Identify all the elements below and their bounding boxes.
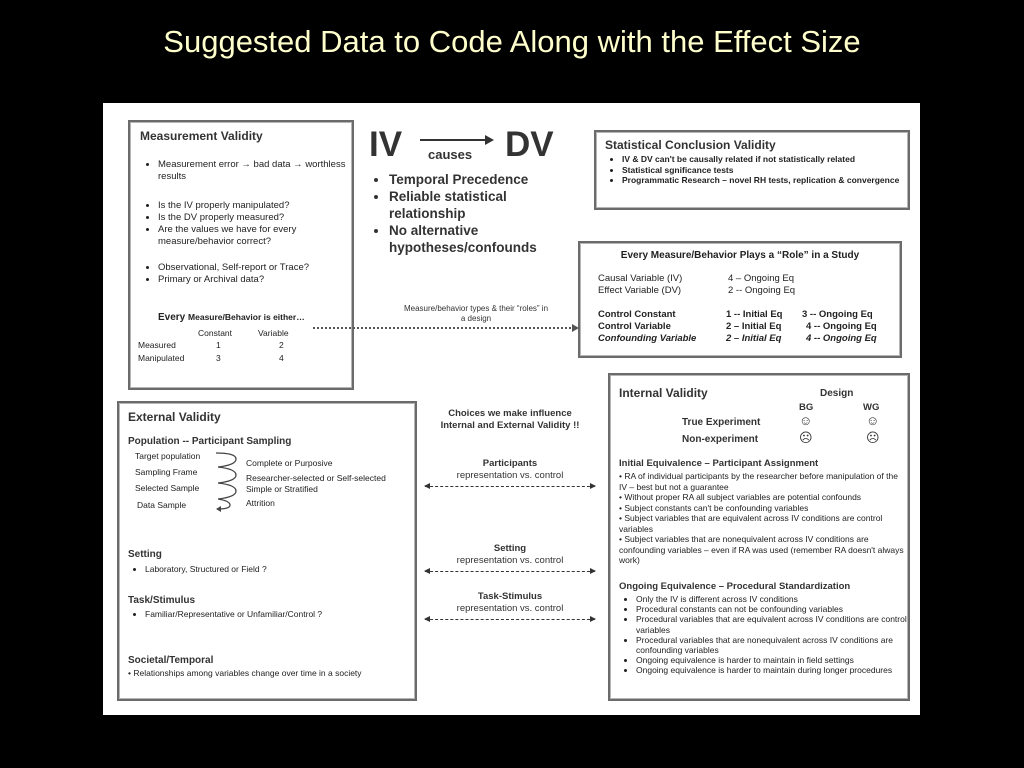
- participants-title: Participants: [482, 458, 538, 469]
- scv-list: [608, 154, 902, 186]
- list-item: • Are the values we have for every measure/behavior correct?: [158, 224, 353, 248]
- iv-label: IV: [369, 125, 403, 164]
- bg-label: BG: [799, 402, 814, 413]
- list-item: • Procedural variables that are nonequivalent across IV conditions are confounding variables: [636, 635, 912, 655]
- confounding-variable-initial: 2 – Initial Eq: [726, 333, 782, 344]
- list-item: • Is the IV properly manipulated?: [158, 200, 353, 212]
- internal-validity-box: [608, 373, 910, 701]
- confounding-variable-label: Confounding Variable: [598, 333, 697, 344]
- list-item: • Temporal Precedence: [389, 171, 579, 188]
- list-item: • Only the IV is different across IV conditions: [636, 594, 912, 604]
- row-measured-constant: 1: [216, 340, 221, 350]
- scv-title: Statistical Conclusion Validity: [605, 138, 776, 152]
- control-variable-initial: 2 – Initial Eq: [726, 321, 782, 332]
- list-item: • Is the DV properly measured?: [158, 212, 353, 224]
- sampling-choice-2: Researcher-selected or Self-selected: [246, 473, 386, 483]
- row-manipulated-label: Manipulated: [138, 353, 185, 363]
- sampling-choice-1: Complete or Purposive: [246, 458, 333, 468]
- societal-title: Societal/Temporal: [128, 655, 214, 666]
- measurement-roles-link: [313, 327, 575, 329]
- control-constant-label: Control Constant: [598, 309, 676, 320]
- control-constant-initial: 1 -- Initial Eq: [726, 309, 783, 320]
- effect-variable-value: 2 -- Ongoing Eq: [728, 285, 796, 296]
- every-measure-heading: [158, 312, 305, 323]
- task-arrow: [425, 619, 595, 620]
- non-experiment-label: Non-experiment: [682, 434, 759, 445]
- participants-arrow: [425, 486, 595, 487]
- sampling-step-2: Sampling Frame: [135, 467, 198, 477]
- roles-box: [578, 241, 902, 358]
- list-item: • Primary or Archival data?: [158, 274, 353, 286]
- smile-icon: ☺: [799, 413, 813, 428]
- sampling-step-1: Target population: [135, 451, 201, 461]
- control-variable-ongoing: 4 -- Ongoing Eq: [806, 321, 877, 332]
- frown-icon: ☹: [866, 430, 880, 445]
- col-variable: Variable: [258, 328, 289, 338]
- task-title: Task/Stimulus: [128, 595, 196, 606]
- row-measured-variable: 2: [279, 340, 284, 350]
- list-item-text: Without proper RA all subject variables are potential confounds: [624, 492, 862, 502]
- task-list: [131, 609, 415, 620]
- sampling-step-3: Selected Sample: [135, 483, 200, 493]
- col-constant: Constant: [198, 328, 233, 338]
- list-item: • Observational, Self-report or Trace?: [158, 262, 353, 274]
- list-item: • Statistical sgnificance tests: [622, 165, 902, 176]
- measurement-validity-title: Measurement Validity: [140, 129, 263, 143]
- list-item: • Subject variables that are nonequivalent across IV conditions are confounding variables – even if RA was used (remember RA doesn't always work): [619, 534, 904, 565]
- setting-conn-title: Setting: [493, 543, 527, 554]
- effect-variable-label: Effect Variable (DV): [598, 285, 682, 296]
- diagram-canvas: [103, 103, 920, 715]
- list-item-text: RA of individual participants by the researcher before manipulation of the IV – best but not a guarantee: [619, 471, 898, 492]
- measurement-list-3: [144, 262, 353, 286]
- causes-arrow-line: [420, 139, 492, 141]
- setting-arrow: [425, 571, 595, 572]
- initial-equivalence-title: Initial Equivalence – Participant Assignment: [619, 458, 819, 469]
- list-item: • Without proper RA all subject variables are potential confounds: [619, 492, 862, 502]
- wg-label: WG: [863, 402, 880, 413]
- population-title: Population -- Participant Sampling: [128, 436, 292, 447]
- every-word: Every: [158, 312, 186, 323]
- sampling-step-4: Data Sample: [137, 500, 187, 510]
- external-validity-box: [117, 401, 417, 701]
- dv-label: DV: [505, 125, 554, 164]
- sampling-funnel-icon: [214, 449, 242, 513]
- list-item: • Subject constants can't be confounding variables: [619, 502, 809, 513]
- causal-variable-label: Causal Variable (IV): [598, 273, 683, 284]
- causes-label: causes: [428, 147, 473, 162]
- arrow-right-icon: [590, 483, 596, 489]
- task-conn-subtitle: representation vs. control: [456, 603, 564, 614]
- external-validity-title: External Validity: [128, 410, 221, 424]
- list-item: • Familiar/Representative or Unfamiliar/Control ?: [145, 609, 415, 620]
- measurement-validity-box: [128, 120, 354, 390]
- list-item: • Reliable statistical relationship: [389, 188, 579, 222]
- slide-title: Suggested Data to Code Along with the Effect Size: [163, 24, 861, 59]
- measurement-list-2: [144, 200, 353, 248]
- row-measured-label: Measured: [138, 340, 176, 350]
- ongoing-equivalence-list: [622, 594, 912, 676]
- true-experiment-label: True Experiment: [682, 417, 761, 428]
- choices-note: Choices we make influence Internal and External Validity !!: [440, 408, 580, 431]
- list-item: • No alternative hypotheses/confounds: [389, 222, 579, 256]
- arrow-left-icon: [424, 483, 430, 489]
- control-variable-label: Control Variable: [598, 321, 671, 332]
- list-item: • RA of individual participants by the researcher before manipulation of the IV – best but not a guarantee: [619, 471, 898, 492]
- arrow-right-icon: [590, 616, 596, 622]
- initial-equivalence-list: [619, 471, 904, 566]
- participants-subtitle: representation vs. control: [456, 470, 564, 481]
- societal-text-value: Relationships among variables change over time in a society: [133, 668, 362, 678]
- design-label: Design: [820, 388, 854, 399]
- ongoing-equivalence-title: Ongoing Equivalence – Procedural Standardization: [619, 581, 851, 592]
- list-item: • Laboratory, Structured or Field ?: [145, 564, 415, 575]
- list-item-text: Subject constants can't be confounding variables: [624, 502, 809, 513]
- causality-criteria-list: [375, 171, 579, 256]
- sampling-choice-4: Attrition: [246, 498, 275, 508]
- list-item: • Measurement error → bad data → worthless results: [158, 159, 353, 183]
- list-item: • Subject variables that are equivalent across IV conditions are control variables: [619, 513, 883, 534]
- list-item: • Programmatic Research – novel RH tests, replication & convergence: [622, 175, 902, 186]
- row-manipulated-variable: 4: [279, 353, 284, 363]
- list-item: • Procedural constants can not be confounding variables: [636, 604, 912, 614]
- list-item: • Ongoing equivalence is harder to maintain during longer procedures: [636, 665, 912, 675]
- frown-icon: ☹: [799, 430, 813, 445]
- confounding-variable-ongoing: 4 -- Ongoing Eq: [806, 333, 877, 344]
- setting-title: Setting: [128, 549, 162, 560]
- roles-title: Every Measure/Behavior Plays a “Role” in a Study: [620, 250, 860, 261]
- measurement-list-1: [144, 159, 353, 183]
- sampling-choice-3: Simple or Stratified: [246, 484, 318, 494]
- list-item: • Ongoing equivalence is harder to maintain in field settings: [636, 655, 912, 665]
- arrow-right-icon: [590, 568, 596, 574]
- arrow-head-icon: [485, 135, 494, 145]
- arrow-head-icon: [572, 324, 579, 332]
- row-manipulated-constant: 3: [216, 353, 221, 363]
- list-item-text: Subject variables that are nonequivalent across IV conditions are confounding variables – even if RA was used (remember RA doesn't always work): [619, 534, 904, 565]
- list-item-text: Subject variables that are equivalent across IV conditions are control variables: [619, 513, 883, 534]
- setting-list: [131, 564, 415, 575]
- internal-validity-title: Internal Validity: [619, 386, 708, 400]
- statistical-conclusion-validity-box: [594, 130, 910, 210]
- list-item: • Procedural variables that are equivalent across IV conditions are control variables: [636, 614, 912, 634]
- setting-conn-subtitle: representation vs. control: [456, 555, 564, 566]
- control-constant-ongoing: 3 -- Ongoing Eq: [802, 309, 873, 320]
- every-rest: Measure/Behavior is either…: [188, 312, 305, 322]
- link-note: Measure/behavior types & their “roles” in a design: [403, 304, 549, 323]
- smile-icon: ☺: [866, 413, 880, 428]
- arrow-left-icon: [424, 616, 430, 622]
- arrow-left-icon: [424, 568, 430, 574]
- causal-variable-value: 4 – Ongoing Eq: [728, 273, 795, 284]
- task-conn-title: Task-Stimulus: [477, 591, 543, 602]
- societal-text: • Relationships among variables change over time in a society: [128, 668, 362, 678]
- list-item: • IV & DV can't be causally related if not statistically related: [622, 154, 902, 165]
